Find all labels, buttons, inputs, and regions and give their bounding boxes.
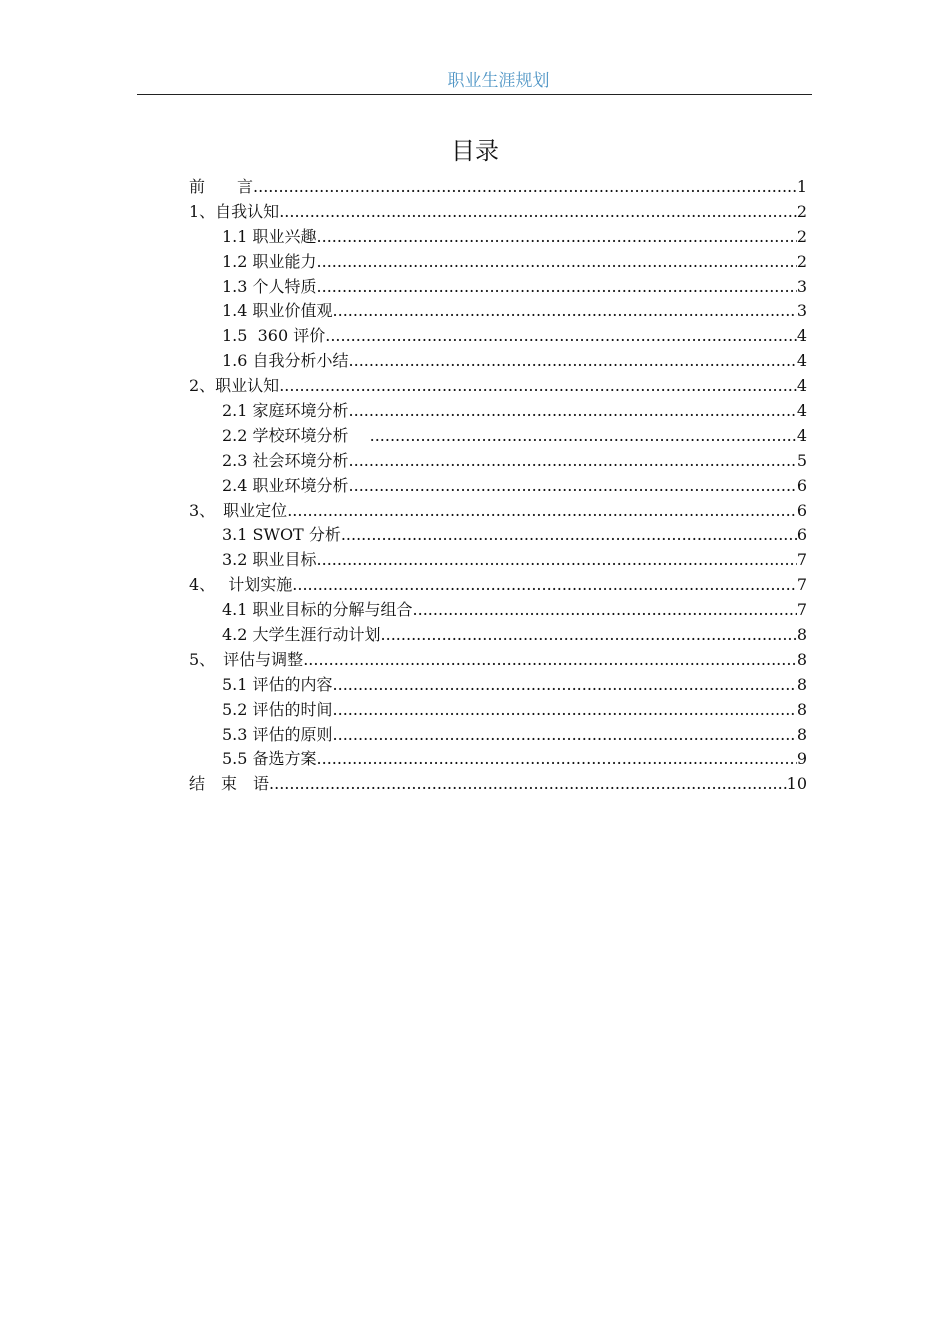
toc-dot-leader	[253, 175, 797, 200]
toc-entry-label: 2.1 家庭环境分析	[222, 401, 349, 421]
toc-dot-leader	[317, 275, 797, 300]
toc-page-number: 5	[796, 450, 807, 470]
toc-dot-leader	[333, 698, 797, 723]
toc-page-number: 2	[796, 226, 807, 246]
toc-entry[interactable]	[189, 275, 807, 300]
toc-entry[interactable]	[189, 250, 807, 275]
toc-entry-label: 5.3 评估的原则	[222, 724, 333, 744]
toc-entry[interactable]	[189, 723, 807, 748]
toc-page-number: 7	[796, 600, 807, 620]
toc-dot-leader	[317, 548, 797, 573]
toc-dot-leader	[333, 673, 797, 698]
header-title: 职业生涯规划	[447, 71, 550, 91]
toc-entry[interactable]	[189, 573, 807, 598]
toc-dot-leader	[333, 299, 797, 324]
toc-entry[interactable]	[189, 548, 807, 573]
toc-entry[interactable]	[189, 598, 807, 623]
toc-page-number: 4	[796, 401, 807, 421]
toc-entry[interactable]	[189, 324, 807, 349]
toc-entry[interactable]	[189, 648, 807, 673]
toc-entry-label: 前 言	[189, 177, 254, 196]
toc-entry-label: 5.2 评估的时间	[222, 699, 333, 719]
toc-dot-leader	[349, 399, 797, 424]
toc-dot-leader	[292, 573, 797, 598]
toc-entry-label: 1、自我认知	[189, 201, 280, 221]
toc-page-number: 2	[796, 251, 807, 271]
toc-dot-leader	[370, 424, 797, 449]
toc-entry-label: 1.6 自我分析小结	[222, 351, 349, 371]
toc-dot-leader	[317, 225, 797, 250]
toc-dot-leader	[269, 772, 787, 797]
toc-entry-label: 1.1 职业兴趣	[222, 226, 317, 246]
toc-dot-leader	[325, 324, 797, 349]
toc-dot-leader	[279, 200, 797, 225]
toc-page-number: 6	[796, 475, 807, 495]
toc-entry-label: 3、 职业定位	[189, 500, 288, 520]
toc-entry-label: 结 束 语	[189, 774, 270, 794]
toc-entry-label: 4.1 职业目标的分解与组合	[222, 600, 413, 620]
toc-dot-leader	[287, 499, 797, 524]
toc-dot-leader	[317, 250, 797, 275]
toc-entry-label: 3.1 SWOT 分析	[222, 525, 341, 545]
toc-entry-label: 4、 计划实施	[189, 575, 293, 595]
toc-entry[interactable]	[189, 499, 807, 524]
toc-page-number: 4	[796, 376, 807, 396]
toc-entry[interactable]	[189, 299, 807, 324]
toc-dot-leader	[413, 598, 797, 623]
toc-page-number: 9	[796, 749, 807, 769]
toc-page-number: 7	[796, 550, 807, 570]
toc-entry-label: 1.2 职业能力	[222, 251, 317, 271]
toc-entry-label: 5.1 评估的内容	[222, 674, 333, 694]
toc-entry-label: 2.3 社会环境分析	[222, 450, 349, 470]
toc-entry[interactable]	[189, 747, 807, 772]
toc-page-number: 2	[796, 201, 807, 221]
toc-entry[interactable]	[189, 449, 807, 474]
toc-page-number: 4	[796, 351, 807, 371]
toc-entry-label: 5、 评估与调整	[189, 649, 304, 669]
toc-title: 目录	[451, 137, 499, 165]
toc-entry[interactable]	[189, 424, 807, 449]
toc-dot-leader	[341, 523, 797, 548]
toc-page-number: 7	[796, 575, 807, 595]
toc-entry[interactable]	[189, 399, 807, 424]
toc-page-number: 3	[796, 301, 807, 321]
toc-page-number: 8	[796, 674, 807, 694]
toc-page-number: 4	[796, 425, 807, 445]
toc-entry-label: 4.2 大学生涯行动计划	[222, 625, 381, 645]
toc-entry[interactable]	[189, 474, 807, 499]
toc-dot-leader	[381, 623, 797, 648]
toc-page-number: 10	[786, 774, 807, 794]
toc-page-number: 8	[796, 625, 807, 645]
toc-entry-label: 1.3 个人特质	[222, 276, 317, 296]
toc-entry-label: 5.5 备选方案	[222, 749, 317, 769]
table-of-contents	[189, 175, 807, 797]
toc-dot-leader	[349, 449, 797, 474]
toc-page-number: 8	[796, 699, 807, 719]
toc-page-number: 4	[796, 326, 807, 346]
toc-entry[interactable]	[189, 349, 807, 374]
page-header	[137, 70, 812, 95]
toc-entry[interactable]	[189, 225, 807, 250]
toc-dot-leader	[349, 474, 797, 499]
toc-page-number: 8	[796, 724, 807, 744]
toc-entry-label: 3.2 职业目标	[222, 550, 317, 570]
toc-entry[interactable]	[189, 623, 807, 648]
toc-entry[interactable]	[189, 772, 807, 797]
toc-dot-leader	[349, 349, 797, 374]
toc-entry-label: 1.5 360 评价	[222, 326, 326, 346]
toc-entry[interactable]	[189, 374, 807, 399]
toc-page-number: 6	[796, 525, 807, 545]
toc-dot-leader	[279, 374, 797, 399]
toc-entry-label: 2、职业认知	[189, 376, 280, 396]
toc-entry[interactable]	[189, 673, 807, 698]
toc-entry[interactable]	[189, 175, 807, 200]
toc-entry-label: 2.4 职业环境分析	[222, 475, 349, 495]
toc-entry[interactable]	[189, 698, 807, 723]
toc-dot-leader	[333, 723, 797, 748]
toc-page-number: 3	[796, 276, 807, 296]
toc-page-number: 1	[796, 177, 807, 196]
toc-page-number: 8	[796, 649, 807, 669]
toc-entry-label: 2.2 学校环境分析	[222, 425, 370, 445]
toc-entry-label: 1.4 职业价值观	[222, 301, 333, 321]
toc-entry[interactable]	[189, 200, 807, 225]
toc-dot-leader	[317, 747, 797, 772]
toc-dot-leader	[303, 648, 797, 673]
toc-page-number: 6	[796, 500, 807, 520]
toc-entry[interactable]	[189, 523, 807, 548]
